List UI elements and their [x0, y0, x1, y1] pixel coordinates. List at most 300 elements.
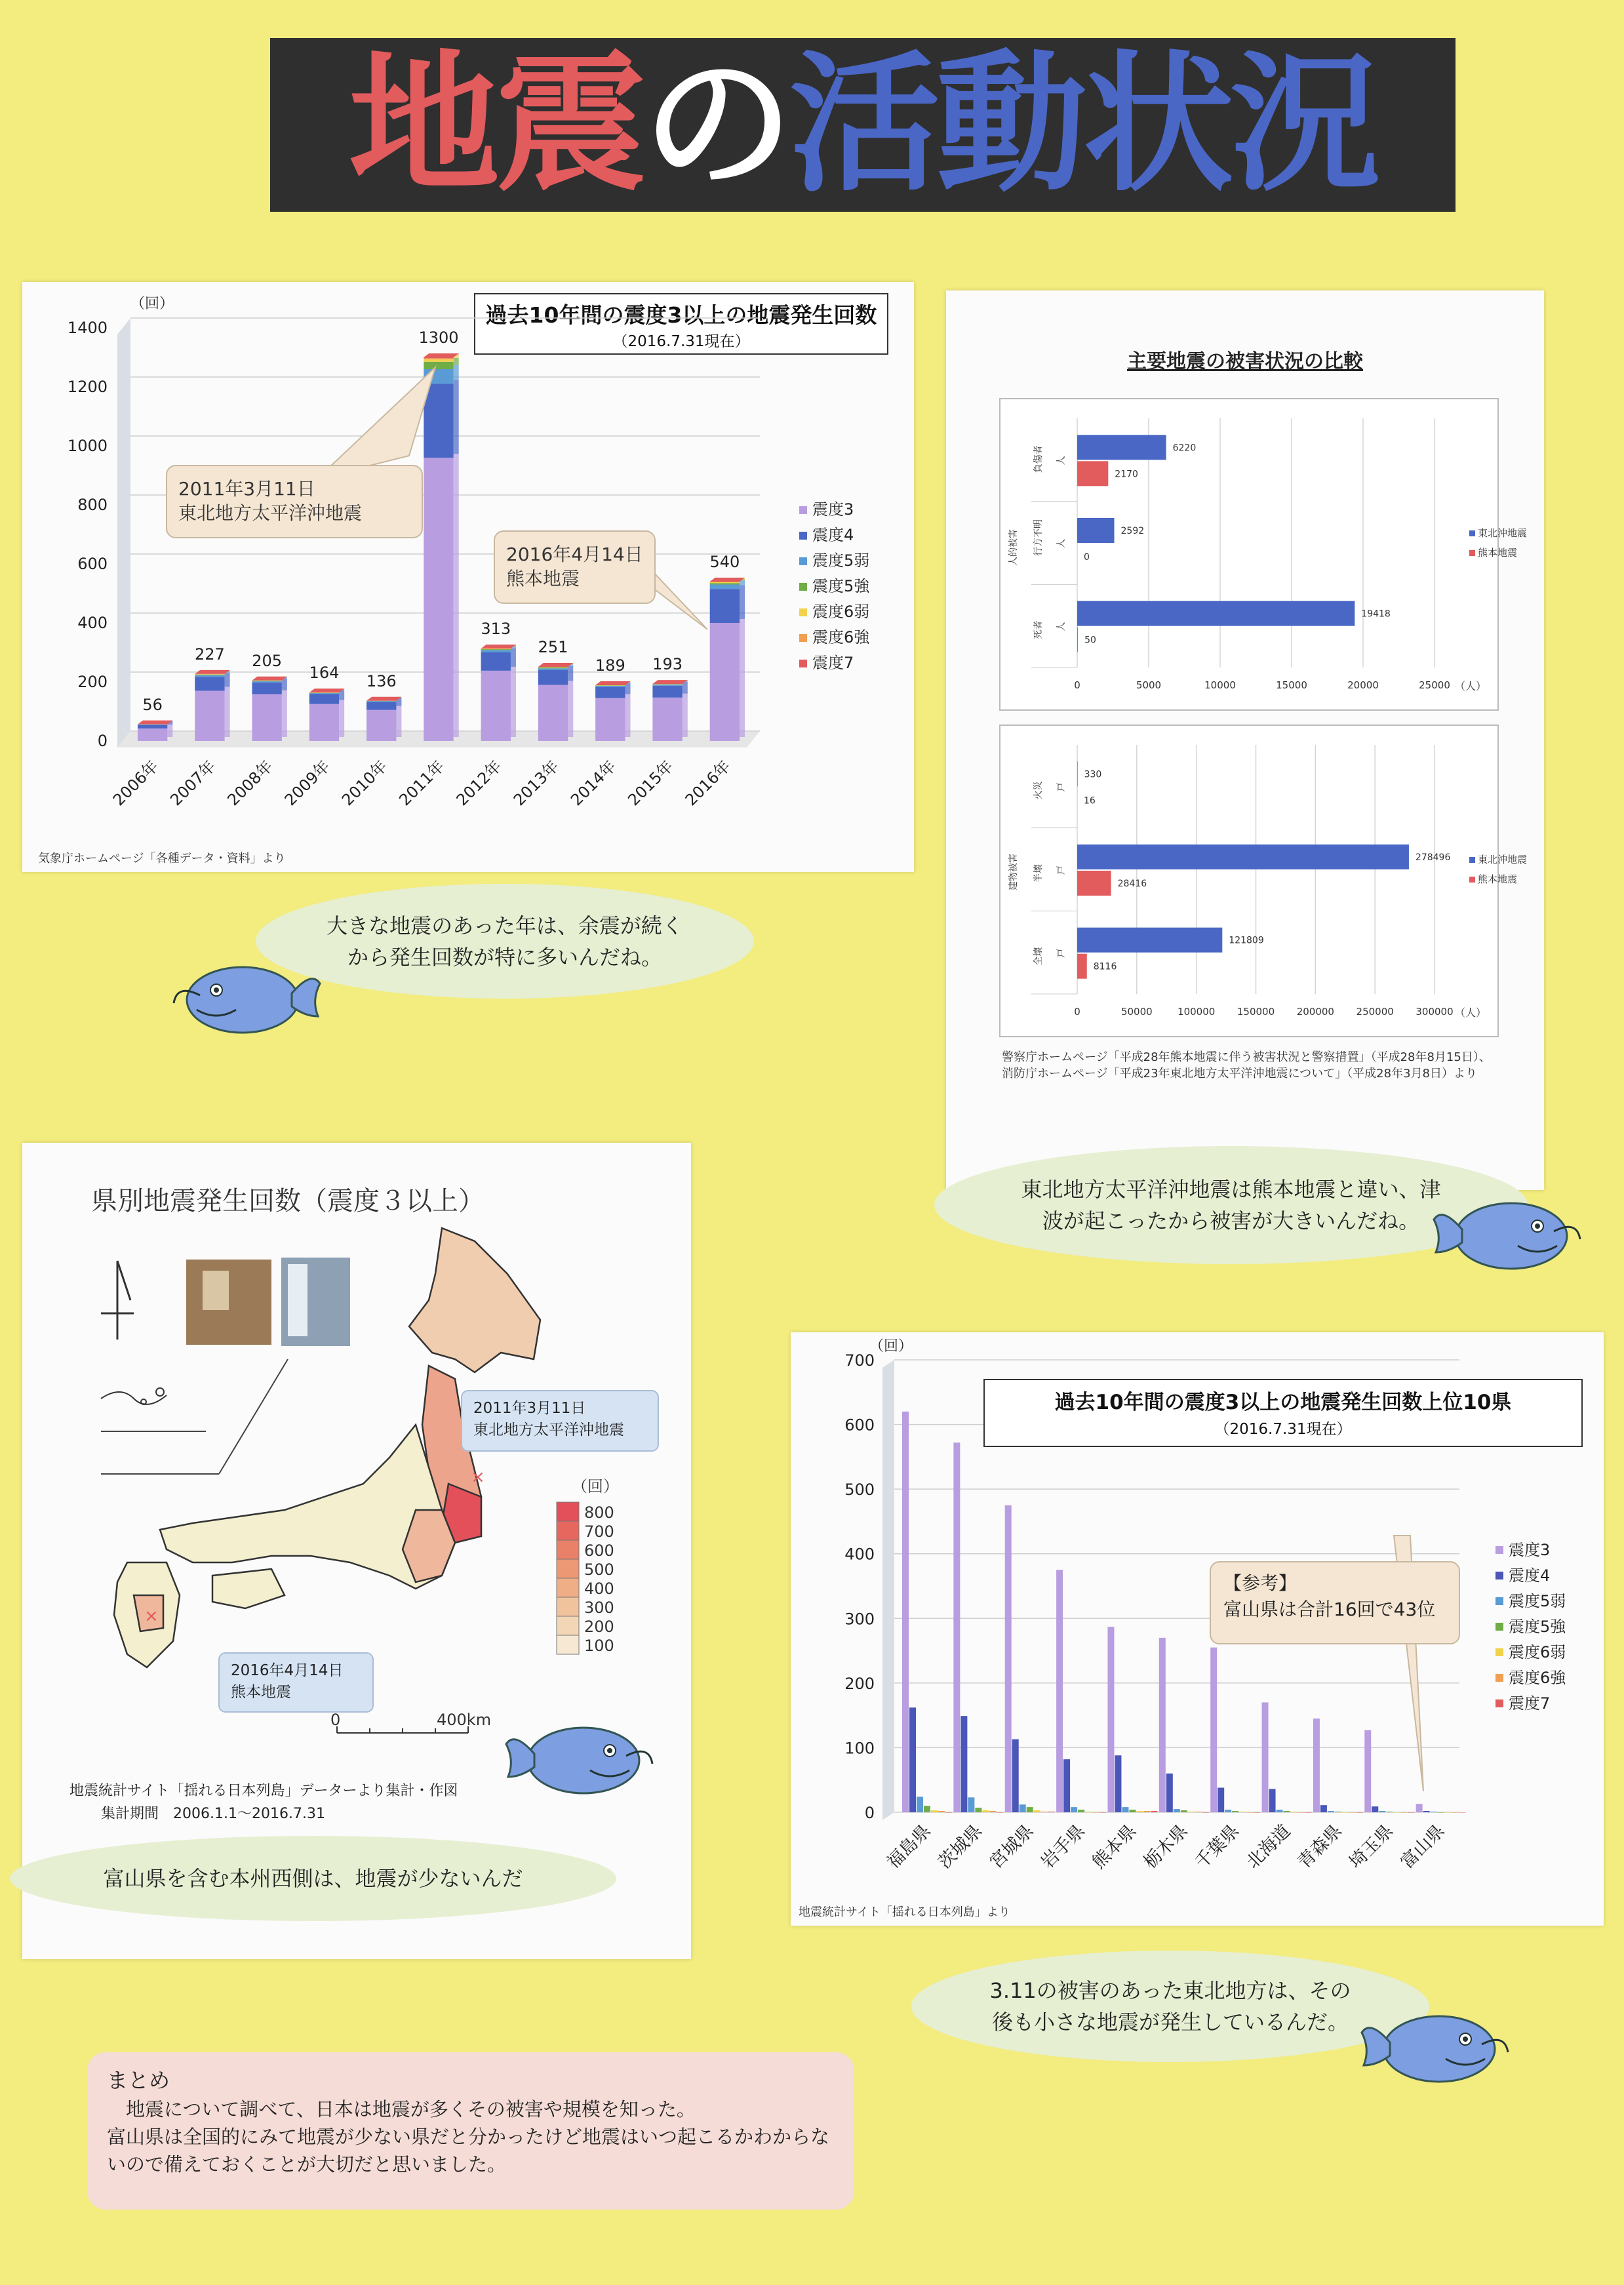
- bar-segment: [710, 583, 740, 584]
- bar: [1305, 1812, 1312, 1813]
- bar: [1349, 1812, 1356, 1813]
- bar: [1202, 1812, 1209, 1813]
- legend-swatch: [799, 608, 807, 616]
- bar-top: [138, 721, 172, 725]
- map-source-1: 地震統計サイト「揺れる日本列島」データーより集計・作図: [69, 1783, 458, 1799]
- x-tick-label: 宮城県: [985, 1821, 1038, 1873]
- legend-swatch: [1469, 857, 1475, 863]
- summary-line-3: いので備えておくことが大切だと思いました。: [107, 2153, 507, 2176]
- legend-label: 震度4: [1509, 1566, 1551, 1585]
- legend-swatch: [799, 506, 807, 514]
- bar: [909, 1707, 916, 1812]
- speech-bubble-3: [10, 1836, 616, 1921]
- legend-label: 400: [584, 1580, 614, 1598]
- speech-bubble-4-line1: 3.11の被害のあった東北地方は、その: [989, 1978, 1351, 2003]
- legend-label: 震度5強: [812, 577, 870, 595]
- y-tick-label: 200: [844, 1674, 875, 1693]
- legend-label: 震度4: [812, 526, 854, 544]
- bar: [1077, 518, 1115, 543]
- legend-swatch: [557, 1540, 579, 1559]
- legend-swatch: [1469, 877, 1475, 883]
- y-tick-label: 0: [864, 1804, 875, 1822]
- bar: [1408, 1812, 1414, 1813]
- bar: [1423, 1811, 1430, 1812]
- bar-total-label: 540: [709, 553, 740, 571]
- bar-segment: [652, 685, 682, 686]
- bar-segment-side: [740, 581, 745, 586]
- legend-swatch: [557, 1502, 579, 1521]
- bar-segment: [538, 670, 568, 685]
- category-unit: 人: [1056, 456, 1067, 466]
- bar: [1077, 928, 1222, 953]
- callout-kumamoto-name: 熊本地震: [506, 568, 580, 589]
- bar-segment: [595, 685, 625, 686]
- bar: [1077, 435, 1166, 460]
- summary-title: まとめ: [107, 2068, 170, 2093]
- category-label: 死者: [1033, 620, 1044, 639]
- bar: [1077, 461, 1108, 486]
- bar: [1020, 1804, 1026, 1812]
- title-part3: 活動状況: [789, 37, 1377, 212]
- legend-label: 東北沖地震: [1478, 527, 1528, 539]
- x-tick-label: 茨城県: [934, 1821, 987, 1873]
- x-tick-label: 福島県: [882, 1821, 935, 1873]
- legend-label: 震度5弱: [1509, 1592, 1566, 1610]
- prefecture-chart-panel: [791, 1332, 1604, 1926]
- speech-bubble-3-text: 富山県を含む本州西側は、地震が少ないんだ: [103, 1866, 523, 1891]
- bar-top: [366, 697, 401, 701]
- map-source-2: 集計期間 2006.1.1～2016.7.31: [101, 1806, 325, 1822]
- bar-segment: [481, 671, 511, 741]
- x-tick-label: 100000: [1178, 1006, 1216, 1018]
- x-axis-unit: （人）: [1454, 1006, 1487, 1019]
- callout-tohoku-date: 2011年3月11日: [178, 478, 315, 500]
- prefecture-chart-title: 過去10年間の震度3以上の地震発生回数上位10県: [1054, 1391, 1512, 1414]
- title-part2: の: [642, 37, 789, 212]
- bar: [1210, 1648, 1217, 1812]
- bar-value-label: 330: [1084, 769, 1102, 780]
- bar-segment: [424, 358, 453, 359]
- y-tick-label: 100: [844, 1739, 875, 1758]
- chart-wall: [117, 318, 130, 747]
- bar-segment: [424, 357, 453, 358]
- bar: [1277, 1810, 1283, 1812]
- x-tick-label: 岩手県: [1037, 1821, 1090, 1873]
- speech-bubble-1: [256, 884, 754, 999]
- bar-top: [424, 353, 458, 357]
- y-tick-label: 500: [844, 1480, 875, 1500]
- legend-label: 200: [584, 1618, 614, 1636]
- yearly-chart: [22, 282, 914, 872]
- x-tick-label: 150000: [1237, 1006, 1275, 1018]
- bar-segment-side: [454, 358, 459, 365]
- bar-segment: [652, 684, 682, 685]
- speech-bubble-1-line2: から発生回数が特に多いんだね。: [347, 944, 662, 970]
- bar-segment: [366, 701, 396, 702]
- bar-segment-side: [740, 619, 745, 737]
- bar-segment-side: [282, 679, 287, 690]
- bar: [924, 1806, 930, 1812]
- bar-segment: [195, 675, 224, 677]
- epicenter-tohoku-icon: ×: [471, 1467, 485, 1487]
- bar-segment: [195, 691, 224, 742]
- bar: [1320, 1805, 1327, 1812]
- map-callout-kumamoto-name: 熊本地震: [231, 1684, 291, 1701]
- bar-segment: [481, 649, 511, 650]
- legend-label: 震度3: [812, 500, 854, 519]
- fallen-furniture-photo: [186, 1258, 350, 1346]
- bar-segment: [538, 685, 568, 742]
- y-tick-label: 0: [97, 732, 108, 750]
- bar: [1107, 1627, 1114, 1812]
- bar: [1092, 1812, 1099, 1813]
- map-legend-unit: （回）: [572, 1477, 619, 1496]
- bar: [1400, 1812, 1407, 1813]
- bar-value-label: 278496: [1415, 852, 1451, 863]
- legend-swatch: [1495, 1623, 1503, 1631]
- x-tick-label: 2011年: [395, 757, 448, 810]
- bar-segment: [710, 582, 740, 583]
- bar-top: [195, 670, 229, 674]
- category-unit: 人: [1056, 539, 1067, 548]
- bar-total-label: 164: [309, 664, 340, 683]
- legend-label: 100: [584, 1637, 614, 1655]
- bar-total-label: 1300: [418, 328, 459, 347]
- bar-total-label: 251: [538, 638, 568, 657]
- legend-label: 震度3: [1509, 1541, 1551, 1559]
- human-damage-group: 人的被害: [1008, 529, 1019, 566]
- bar: [1077, 761, 1078, 786]
- bar-segment-side: [454, 454, 459, 737]
- bar: [968, 1797, 974, 1812]
- map-callout-tohoku-name: 東北地方太平洋沖地震: [473, 1421, 624, 1439]
- x-tick-label: 0: [1074, 1006, 1080, 1018]
- x-tick-label: 10000: [1204, 679, 1236, 691]
- bar: [1071, 1807, 1077, 1812]
- bar-segment: [252, 694, 281, 741]
- bar-value-label: 50: [1084, 635, 1096, 646]
- yearly-chart-unit: （回）: [130, 296, 174, 312]
- category-label: 火災: [1033, 781, 1044, 800]
- bar: [1218, 1788, 1224, 1812]
- x-tick-label: 熊本県: [1088, 1821, 1141, 1873]
- bar-segment: [309, 693, 339, 694]
- legend-swatch: [799, 660, 807, 667]
- bar-segment: [252, 683, 281, 694]
- bar: [1232, 1811, 1238, 1812]
- x-tick-label: 2006年: [109, 757, 162, 810]
- bar-segment: [309, 704, 339, 741]
- bar-segment-side: [167, 725, 172, 737]
- chart-wall: [882, 1360, 894, 1820]
- legend-swatch: [557, 1578, 579, 1597]
- x-tick-label: 富山県: [1396, 1821, 1449, 1873]
- bar-value-label: 2170: [1115, 469, 1138, 480]
- bar: [1262, 1702, 1269, 1812]
- bar-segment: [424, 458, 453, 741]
- bar-total-label: 136: [366, 671, 397, 690]
- category-label: 行方不明: [1033, 519, 1044, 556]
- yearly-chart-panel: [22, 282, 914, 872]
- legend-label: 震度6強: [1509, 1669, 1566, 1687]
- legend-label: 600: [584, 1541, 614, 1560]
- callout-tohoku-name: 東北地方太平洋沖地震: [178, 502, 363, 524]
- prefecture-chart-source: 地震統計サイト「揺れる日本列島」より: [799, 1905, 1010, 1919]
- bar: [1298, 1812, 1305, 1813]
- bar-segment: [195, 674, 224, 675]
- bar-segment: [309, 693, 339, 694]
- x-tick-label: 300000: [1416, 1006, 1454, 1018]
- legend-label: 震度6強: [812, 628, 870, 646]
- bar: [902, 1412, 909, 1812]
- bar-segment: [252, 681, 281, 683]
- bar-segment: [195, 677, 224, 690]
- legend-label: 東北沖地震: [1478, 854, 1528, 865]
- damage-source-2: 消防庁ホームページ「平成23年東北地方太平洋沖地震について」（平成28年3月8日）より: [1002, 1067, 1477, 1081]
- bar: [1115, 1755, 1121, 1812]
- bar: [931, 1810, 938, 1812]
- bar-segment: [195, 674, 224, 675]
- bar-total-label: 56: [142, 695, 163, 714]
- bar-segment: [652, 686, 682, 698]
- damage-charts: [946, 290, 1544, 1190]
- catfish-icon: [1433, 1180, 1583, 1279]
- building-damage-group: 建物被害: [1008, 854, 1019, 890]
- category-unit: 戸: [1056, 782, 1067, 792]
- bar: [1452, 1812, 1459, 1813]
- summary-box: [87, 2052, 854, 2210]
- bar: [945, 1812, 952, 1813]
- x-tick-label: 15000: [1276, 679, 1307, 691]
- legend-label: 震度5強: [1509, 1618, 1566, 1636]
- islands-inset: [101, 1359, 288, 1474]
- map-callout-kumamoto-date: 2016年4月14日: [231, 1662, 344, 1679]
- bar: [1077, 954, 1087, 979]
- bar: [1136, 1811, 1143, 1812]
- bar: [975, 1808, 981, 1812]
- category-unit: 戸: [1056, 948, 1067, 958]
- bar-segment-side: [625, 694, 631, 737]
- x-tick-label: 埼玉県: [1345, 1821, 1398, 1873]
- legend-swatch: [557, 1559, 579, 1578]
- x-tick-label: 2013年: [509, 757, 563, 810]
- bar-value-label: 16: [1084, 795, 1096, 806]
- legend-swatch: [1495, 1546, 1503, 1554]
- bar: [1166, 1774, 1173, 1812]
- y-tick-label: 1200: [67, 378, 108, 396]
- y-tick-label: 1000: [67, 437, 108, 455]
- legend-label: 震度7: [1509, 1694, 1551, 1713]
- damage-source-1: 警察庁ホームページ「平成28年熊本地震に伴う被害状況と警察措置」（平成28年8月15日）、: [1002, 1050, 1491, 1064]
- bar: [1269, 1789, 1276, 1812]
- bar: [1393, 1812, 1400, 1813]
- bar: [1099, 1812, 1106, 1813]
- legend-label: 300: [584, 1599, 614, 1617]
- map-scale-bar: [330, 1711, 491, 1733]
- bar: [982, 1810, 989, 1812]
- bar-segment-side: [396, 706, 401, 737]
- legend-swatch: [557, 1597, 579, 1616]
- x-tick-label: 2007年: [167, 757, 220, 810]
- bar: [953, 1442, 960, 1812]
- bar: [1077, 844, 1409, 869]
- legend-label: 震度7: [812, 654, 854, 672]
- legend-swatch: [1495, 1572, 1503, 1580]
- category-unit: 人: [1056, 622, 1067, 631]
- reference-note-title: 【参考】: [1223, 1572, 1297, 1594]
- bar: [1143, 1811, 1150, 1812]
- bar-value-label: 19418: [1361, 608, 1391, 620]
- bar: [1181, 1810, 1187, 1812]
- legend-swatch: [799, 634, 807, 642]
- x-tick-label: 2015年: [624, 757, 677, 810]
- bar: [1438, 1812, 1444, 1813]
- map-callout-tohoku-date: 2011年3月11日: [473, 1400, 586, 1417]
- legend-label: 震度6弱: [812, 603, 870, 621]
- bar-segment: [309, 692, 339, 693]
- bar: [997, 1812, 1003, 1813]
- yearly-chart-title: 過去10年間の震度3以上の地震発生回数: [485, 302, 877, 328]
- bar-top: [309, 688, 344, 692]
- legend-swatch: [1469, 530, 1475, 536]
- bar-value-label: 8116: [1093, 961, 1117, 972]
- bar: [961, 1716, 967, 1812]
- speech-bubble-2-line2: 波が起こったから被害が大きいんだね。: [1042, 1208, 1420, 1233]
- bar: [1459, 1812, 1466, 1813]
- legend-swatch: [1495, 1699, 1503, 1707]
- bar: [1063, 1759, 1070, 1812]
- bar-segment: [595, 687, 625, 698]
- legend-swatch: [557, 1616, 579, 1635]
- bar-segment: [595, 698, 625, 741]
- title-part1: 地震: [348, 37, 643, 212]
- y-tick-label: 1400: [67, 319, 108, 337]
- prefecture-chart: [791, 1332, 1604, 1926]
- legend-label: 熊本地震: [1478, 547, 1518, 559]
- reference-note: [1210, 1536, 1459, 1791]
- bar-segment: [595, 686, 625, 687]
- x-tick-label: 200000: [1296, 1006, 1334, 1018]
- legend-label: 震度6弱: [1509, 1643, 1566, 1661]
- bar-segment-side: [683, 694, 688, 737]
- bar-segment: [481, 649, 511, 650]
- map-callout-kumamoto: [219, 1653, 373, 1712]
- bar: [1445, 1812, 1452, 1813]
- x-tick-label: 25000: [1419, 679, 1450, 691]
- bar-total-label: 313: [481, 620, 511, 639]
- y-tick-label: 600: [844, 1416, 875, 1435]
- bar-value-label: 121809: [1229, 935, 1264, 946]
- bar: [1078, 1810, 1084, 1812]
- map-scale-start: 0: [330, 1711, 341, 1729]
- map-title: 県別地震発生回数（震度３以上）: [91, 1186, 485, 1216]
- bar-segment: [710, 589, 740, 623]
- legend-swatch: [799, 557, 807, 565]
- bar-segment-side: [282, 690, 287, 737]
- callout-kumamoto-date: 2016年4月14日: [506, 544, 643, 565]
- bar: [1077, 871, 1111, 896]
- bar-total-label: 193: [652, 655, 683, 674]
- hokkaido-region: [409, 1228, 540, 1372]
- bar-segment-side: [225, 687, 230, 738]
- bar-segment-side: [225, 673, 230, 686]
- bar-segment: [481, 648, 511, 649]
- x-tick-label: 5000: [1136, 679, 1162, 691]
- category-label: 半壊: [1033, 864, 1044, 883]
- x-tick-label: 2009年: [281, 757, 334, 810]
- x-tick-label: 250000: [1356, 1006, 1394, 1018]
- bar: [1416, 1804, 1423, 1812]
- x-tick-label: 50000: [1120, 1006, 1153, 1018]
- bar-total-label: 189: [595, 656, 625, 675]
- summary-line-1: 地震について調べて、日本は地震が多くその被害や規模を知った。: [107, 2098, 696, 2121]
- x-tick-label: 2016年: [681, 757, 734, 810]
- bar-segment-side: [339, 700, 344, 737]
- yearly-chart-asof: （2016.7.31現在）: [612, 333, 750, 350]
- y-tick-label: 400: [844, 1545, 875, 1564]
- epicenter-kumamoto-icon: ×: [144, 1606, 159, 1626]
- damage-panel: [946, 290, 1544, 1190]
- bar-segment: [138, 728, 167, 741]
- bar-top: [595, 681, 630, 685]
- bar: [1284, 1811, 1290, 1812]
- bar: [1357, 1812, 1363, 1813]
- y-tick-label: 300: [844, 1610, 875, 1629]
- bar-segment-side: [625, 683, 631, 694]
- legend-swatch: [557, 1521, 579, 1540]
- y-tick-label: 200: [77, 673, 108, 691]
- legend-label: 熊本地震: [1478, 873, 1518, 885]
- y-tick-label: 700: [844, 1351, 875, 1370]
- callout-tohoku: [167, 367, 435, 538]
- legend-label: 800: [584, 1503, 614, 1522]
- legend-swatch: [799, 532, 807, 540]
- legend-swatch: [1495, 1597, 1503, 1605]
- legend-swatch: [1495, 1674, 1503, 1682]
- bar: [1372, 1806, 1378, 1812]
- bar-segment: [538, 668, 568, 670]
- x-axis-unit: （人）: [1454, 680, 1487, 692]
- shikoku-region: [212, 1569, 285, 1608]
- y-tick-label: 400: [77, 614, 108, 632]
- bar: [1077, 601, 1355, 626]
- bar: [1246, 1812, 1253, 1813]
- bar-total-label: 227: [195, 645, 225, 664]
- bar-segment: [652, 698, 682, 741]
- bar: [1364, 1730, 1371, 1812]
- damage-title: 主要地震の被害状況の比較: [1127, 350, 1363, 373]
- bar-value-label: 2592: [1120, 526, 1145, 536]
- bar-top: [652, 680, 687, 684]
- category-label: 全壊: [1033, 947, 1044, 966]
- bar-segment-side: [511, 667, 516, 737]
- yearly-chart-source: 気象庁ホームページ「各種データ・資料」より: [38, 852, 286, 865]
- legend-label: 500: [584, 1560, 614, 1579]
- x-tick-label: 0: [1074, 679, 1080, 691]
- bar-segment: [309, 694, 339, 704]
- bar-segment: [424, 384, 453, 458]
- bar-segment: [138, 725, 167, 728]
- speech-bubble-4-line2: 後も小さな地震が発生しているんだ。: [991, 2010, 1349, 2035]
- speech-bubble-4: [911, 1951, 1429, 2062]
- bar-total-label: 205: [252, 651, 283, 670]
- legend-swatch: [799, 583, 807, 591]
- bar-segment: [710, 623, 740, 741]
- reference-note-body: 富山県は合計16回で43位: [1223, 1599, 1436, 1620]
- catfish-icon: [1360, 1993, 1511, 2092]
- y-tick-label: 800: [77, 496, 108, 514]
- bar: [917, 1797, 923, 1812]
